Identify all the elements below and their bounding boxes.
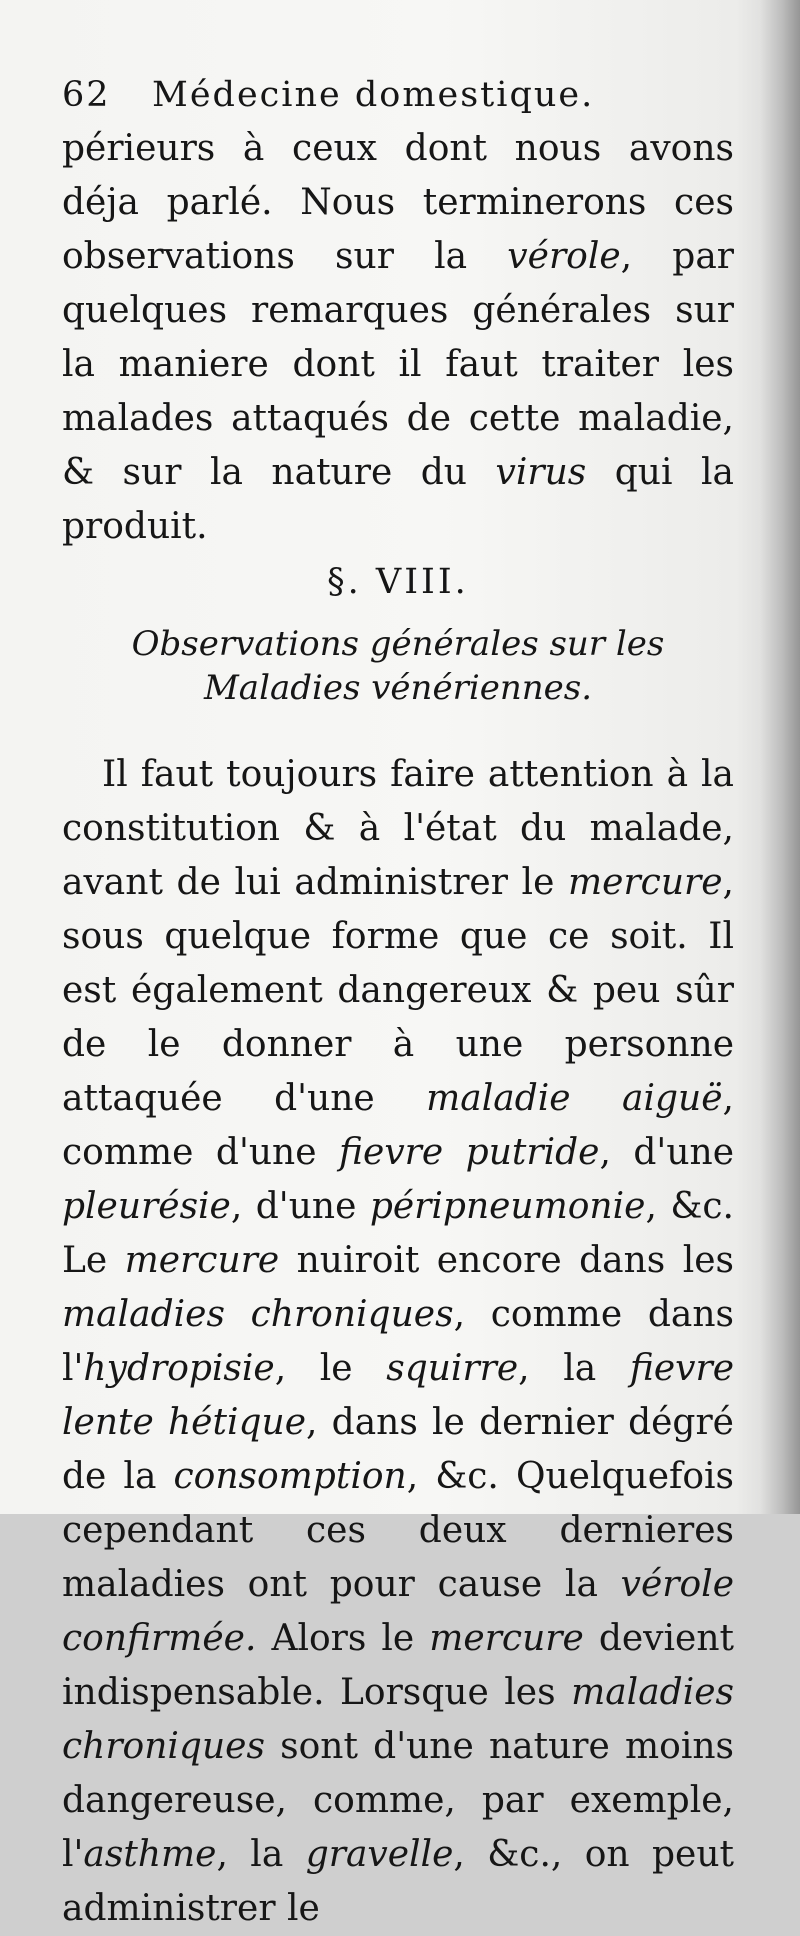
text-run: , la <box>518 1348 630 1389</box>
italic-term: fievre lente hétique <box>62 1348 734 1443</box>
italic-term: maladies chroniques <box>62 1294 454 1335</box>
paragraph-continuation <box>62 122 734 554</box>
running-head <box>62 68 734 122</box>
italic-term: mercure <box>568 862 723 903</box>
italic-term: maladie aiguë <box>426 1078 723 1119</box>
text-run: , le <box>274 1348 387 1389</box>
text-run: , d'une <box>230 1186 370 1227</box>
text-run: , &c., on peut administrer le <box>62 1834 734 1929</box>
text-run: , comme dans l' <box>62 1294 734 1389</box>
italic-term: mercure <box>124 1240 280 1281</box>
text-run: , par quelques remarques générales sur la maniere dont il faut traiter les malades attaqués de cette maladie, & sur la nature du <box>62 236 735 493</box>
italic-term: fievre putride <box>339 1132 600 1173</box>
text-run: , comme d'une <box>62 1078 734 1173</box>
section-number: §. VIII. <box>327 562 469 602</box>
italic-term: pleurésie <box>62 1186 231 1227</box>
text-run: , d'une <box>599 1132 734 1173</box>
text-run: , dans le dernier dégré de la <box>62 1402 734 1497</box>
page-number: 62 <box>62 75 111 115</box>
section-title: Observations générales sur les Maladies vénériennes. <box>131 624 665 708</box>
text-run: , &c. Le <box>62 1186 734 1281</box>
italic-term: maladies chroniques <box>62 1672 734 1767</box>
italic-term: péripneumonie <box>369 1186 646 1227</box>
page-content <box>62 68 734 1936</box>
italic-term: consomption <box>173 1456 407 1497</box>
page-gutter-shadow <box>760 0 800 1514</box>
text-run: Alors le <box>256 1618 430 1659</box>
italic-term: gravelle <box>305 1834 454 1875</box>
italic-term: virus <box>495 452 587 493</box>
running-head-title: Médecine domestique. <box>152 75 595 115</box>
text-run: périeurs à ceux dont nous avons déja parlé. Nous terminerons ces observations sur la <box>62 128 734 277</box>
text-run: , &c. Quelquefois cependant ces deux dernieres maladies ont pour cause la <box>62 1456 734 1605</box>
text-run: nuiroit encore dans les <box>279 1240 734 1281</box>
text-run: Il faut toujours faire attention à la constitution & à l'état du malade, avant de lui administrer le <box>62 754 734 903</box>
text-run: , la <box>216 1834 306 1875</box>
text-run: devient indispensable. Lorsque les <box>62 1618 734 1713</box>
text-run: qui la produit. <box>62 452 735 547</box>
text-run: , sous quelque forme que ce soit. Il est également dangereux & peu sûr de le donner à une personne attaquée d'une <box>62 862 734 1119</box>
italic-term: hydropisie <box>83 1348 275 1389</box>
paragraph-section-body <box>62 748 734 1936</box>
italic-term: mercure <box>429 1618 584 1659</box>
italic-term: asthme <box>83 1834 217 1875</box>
italic-term: squirre <box>386 1348 519 1389</box>
italic-term: vérole confirmée. <box>62 1564 734 1659</box>
text-run: sont d'une nature moins dangereuse, comme, par exemple, l' <box>62 1726 734 1875</box>
italic-term: vérole <box>507 236 621 277</box>
